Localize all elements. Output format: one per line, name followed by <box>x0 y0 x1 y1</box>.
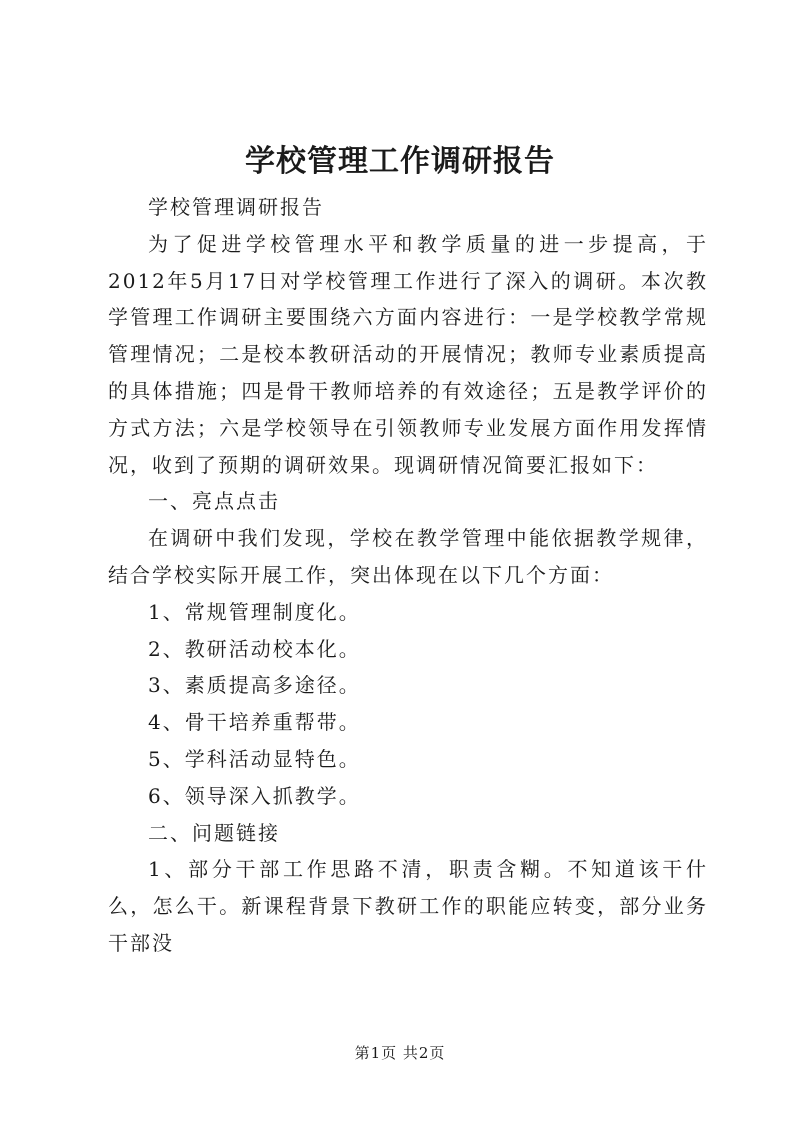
document-title: 学校管理工作调研报告 <box>245 144 555 179</box>
page-footer: 第1页 共2页 <box>354 1044 446 1062</box>
list-item: 5、学科活动显特色。 <box>148 746 361 771</box>
list-item: 3、素质提高多途径。 <box>148 673 361 698</box>
intro-paragraph: 为了促进学校管理水平和教学质量的进一步提高，于2012年5月17日对学校管理工作进行了深入的调研。本次教学管理工作调研主要围绕六方面内容进行：一是学校教学常规管理情况；二是校本教研活动的开展情况；教师专业素质提高的具体措施；四是骨干教师培养的有效途径；五是教学评价的方式方法；六是学校领导在引领教师专业发展方面作用发挥情况，收到了预期的调研效果。现调研情况简要汇报如下： <box>108 231 708 477</box>
list-item: 2、教研活动校本化。 <box>148 636 361 661</box>
section-heading-highlights: 一、亮点点击 <box>148 489 280 514</box>
section-heading-problems: 二、问题链接 <box>148 820 280 845</box>
list-item: 4、骨干培养重帮带。 <box>148 710 361 735</box>
findings-paragraph: 在调研中我们发现，学校在教学管理中能依据教学规律，结合学校实际开展工作，突出体现在以下几个方面： <box>108 526 708 587</box>
subtitle-paragraph: 学校管理调研报告 <box>148 195 324 219</box>
list-item: 1、常规管理制度化。 <box>148 599 361 624</box>
problem-paragraph: 1、部分干部工作思路不清，职责含糊。不知道该干什么，怎么干。新课程背景下教研工作的职能应转变，部分业务干部没 <box>108 857 708 955</box>
document-body <box>108 189 708 962</box>
list-item: 6、领导深入抓教学。 <box>148 783 361 808</box>
